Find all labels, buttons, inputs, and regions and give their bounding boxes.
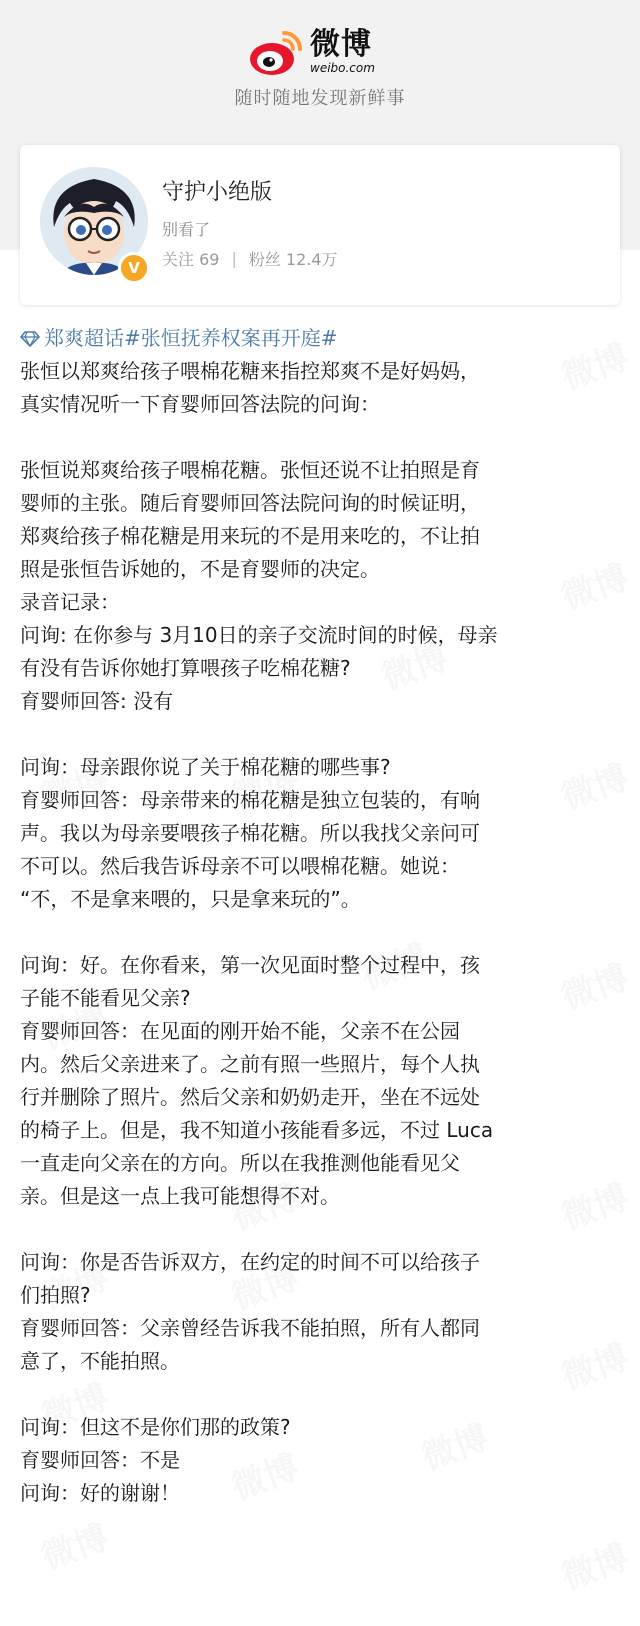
weibo-logo[interactable]: [248, 24, 375, 80]
post-line: 育婴师回答：母亲带来的棉花糖是独立包装的，有响: [20, 788, 480, 812]
post-line: 育婴师回答：父亲曾经告诉我不能拍照，所有人都同: [20, 1316, 480, 1340]
profile-card[interactable]: [20, 145, 620, 305]
post-line: 内。然后父亲进来了。之前有照一些照片，每个人执: [20, 1052, 480, 1076]
logo-wordmark: 微博: [310, 27, 372, 62]
post-line: 婴师的主张。随后育婴师回答法院问询的时候证明，: [20, 491, 480, 515]
tagline: 随时随地发现新鲜事: [234, 88, 406, 109]
weibo-watermark: [554, 1530, 635, 1599]
post-line: 声。我以为母亲要喂孩子棉花糖。所以我找父亲问可: [20, 821, 480, 845]
blank-line: [20, 421, 620, 454]
post-line: 意了，不能拍照。: [20, 1349, 180, 1373]
verified-badge-icon: V: [118, 252, 150, 284]
post-line: 照是张恒告诉她的，不是育婴师的决定。: [20, 557, 380, 581]
post-line: 不可以。然后我告诉母亲不可以喂棉花糖。她说：: [20, 854, 460, 878]
post-line: “不，不是拿来喂的，只是拿来玩的”。: [20, 887, 361, 911]
username[interactable]: 守护小绝版: [162, 180, 273, 205]
post-line: 们拍照?: [20, 1283, 91, 1307]
logo-domain: weibo.com: [310, 61, 375, 75]
topic-text[interactable]: 郑爽超话#张恒抚养权案再开庭#: [44, 326, 338, 350]
post-line: 子能不能看见父亲?: [20, 986, 191, 1010]
post-line: 录音记录：: [20, 590, 120, 614]
post-line: 育婴师回答：不是: [20, 1448, 180, 1472]
blank-line: [20, 1378, 620, 1411]
post-line: 郑爽给孩子棉花糖是用来玩的不是用来吃的，不让拍: [20, 524, 480, 548]
post-line: 育婴师回答：在见面的刚开始不能，父亲不在公园: [20, 1019, 460, 1043]
blank-line: [20, 1213, 620, 1246]
followers-count[interactable]: 粉丝 12.4万: [248, 250, 338, 269]
post-line: 问询：好的谢谢！: [20, 1481, 180, 1505]
weibo-watermark: [34, 1510, 115, 1579]
post-line: 有没有告诉你她打算喂孩子吃棉花糖?: [20, 656, 351, 680]
post-line: 张恒以郑爽给孩子喂棉花糖来指控郑爽不是好妈妈，: [20, 359, 480, 383]
stats-divider: |: [231, 249, 237, 268]
post-line: 亲。但是这一点上我可能想得不对。: [20, 1184, 340, 1208]
post-line: 问询：但这不是你们那的政策?: [20, 1415, 291, 1439]
post-body: [20, 322, 620, 1510]
post-line: 真实情况听一下育婴师回答法院的问询：: [20, 392, 380, 416]
post-line: 一直走向父亲在的方向。所以在我推测他能看见父: [20, 1151, 460, 1175]
following-count[interactable]: 关注 69: [162, 250, 220, 269]
diamond-icon: [20, 331, 40, 347]
user-bio: 别看了: [162, 220, 211, 239]
post-line: 行并删除了照片。然后父亲和奶奶走开，坐在不远处: [20, 1085, 480, 1109]
super-topic-link[interactable]: [20, 322, 620, 355]
post-line: 问询：母亲跟你说了关于棉花糖的哪些事?: [20, 755, 391, 779]
post-line: 的椅子上。但是，我不知道小孩能看多远，不过 Luca: [20, 1118, 494, 1142]
weibo-eye-icon: [248, 27, 304, 77]
post-line: 育婴师回答: 没有: [20, 689, 174, 713]
post-line: 问询：你是否告诉双方，在约定的时间不可以给孩子: [20, 1250, 480, 1274]
post-line: 问询：好。在你看来，第一次见面时整个过程中，孩: [20, 953, 480, 977]
follow-stats: [162, 247, 338, 270]
post-text: [20, 355, 620, 1510]
blank-line: [20, 718, 620, 751]
post-line: 问询: 在你参与 3月10日的亲子交流时间的时候，母亲: [20, 623, 498, 647]
blank-line: [20, 916, 620, 949]
post-line: 张恒说郑爽给孩子喂棉花糖。张恒还说不让拍照是育: [20, 458, 480, 482]
